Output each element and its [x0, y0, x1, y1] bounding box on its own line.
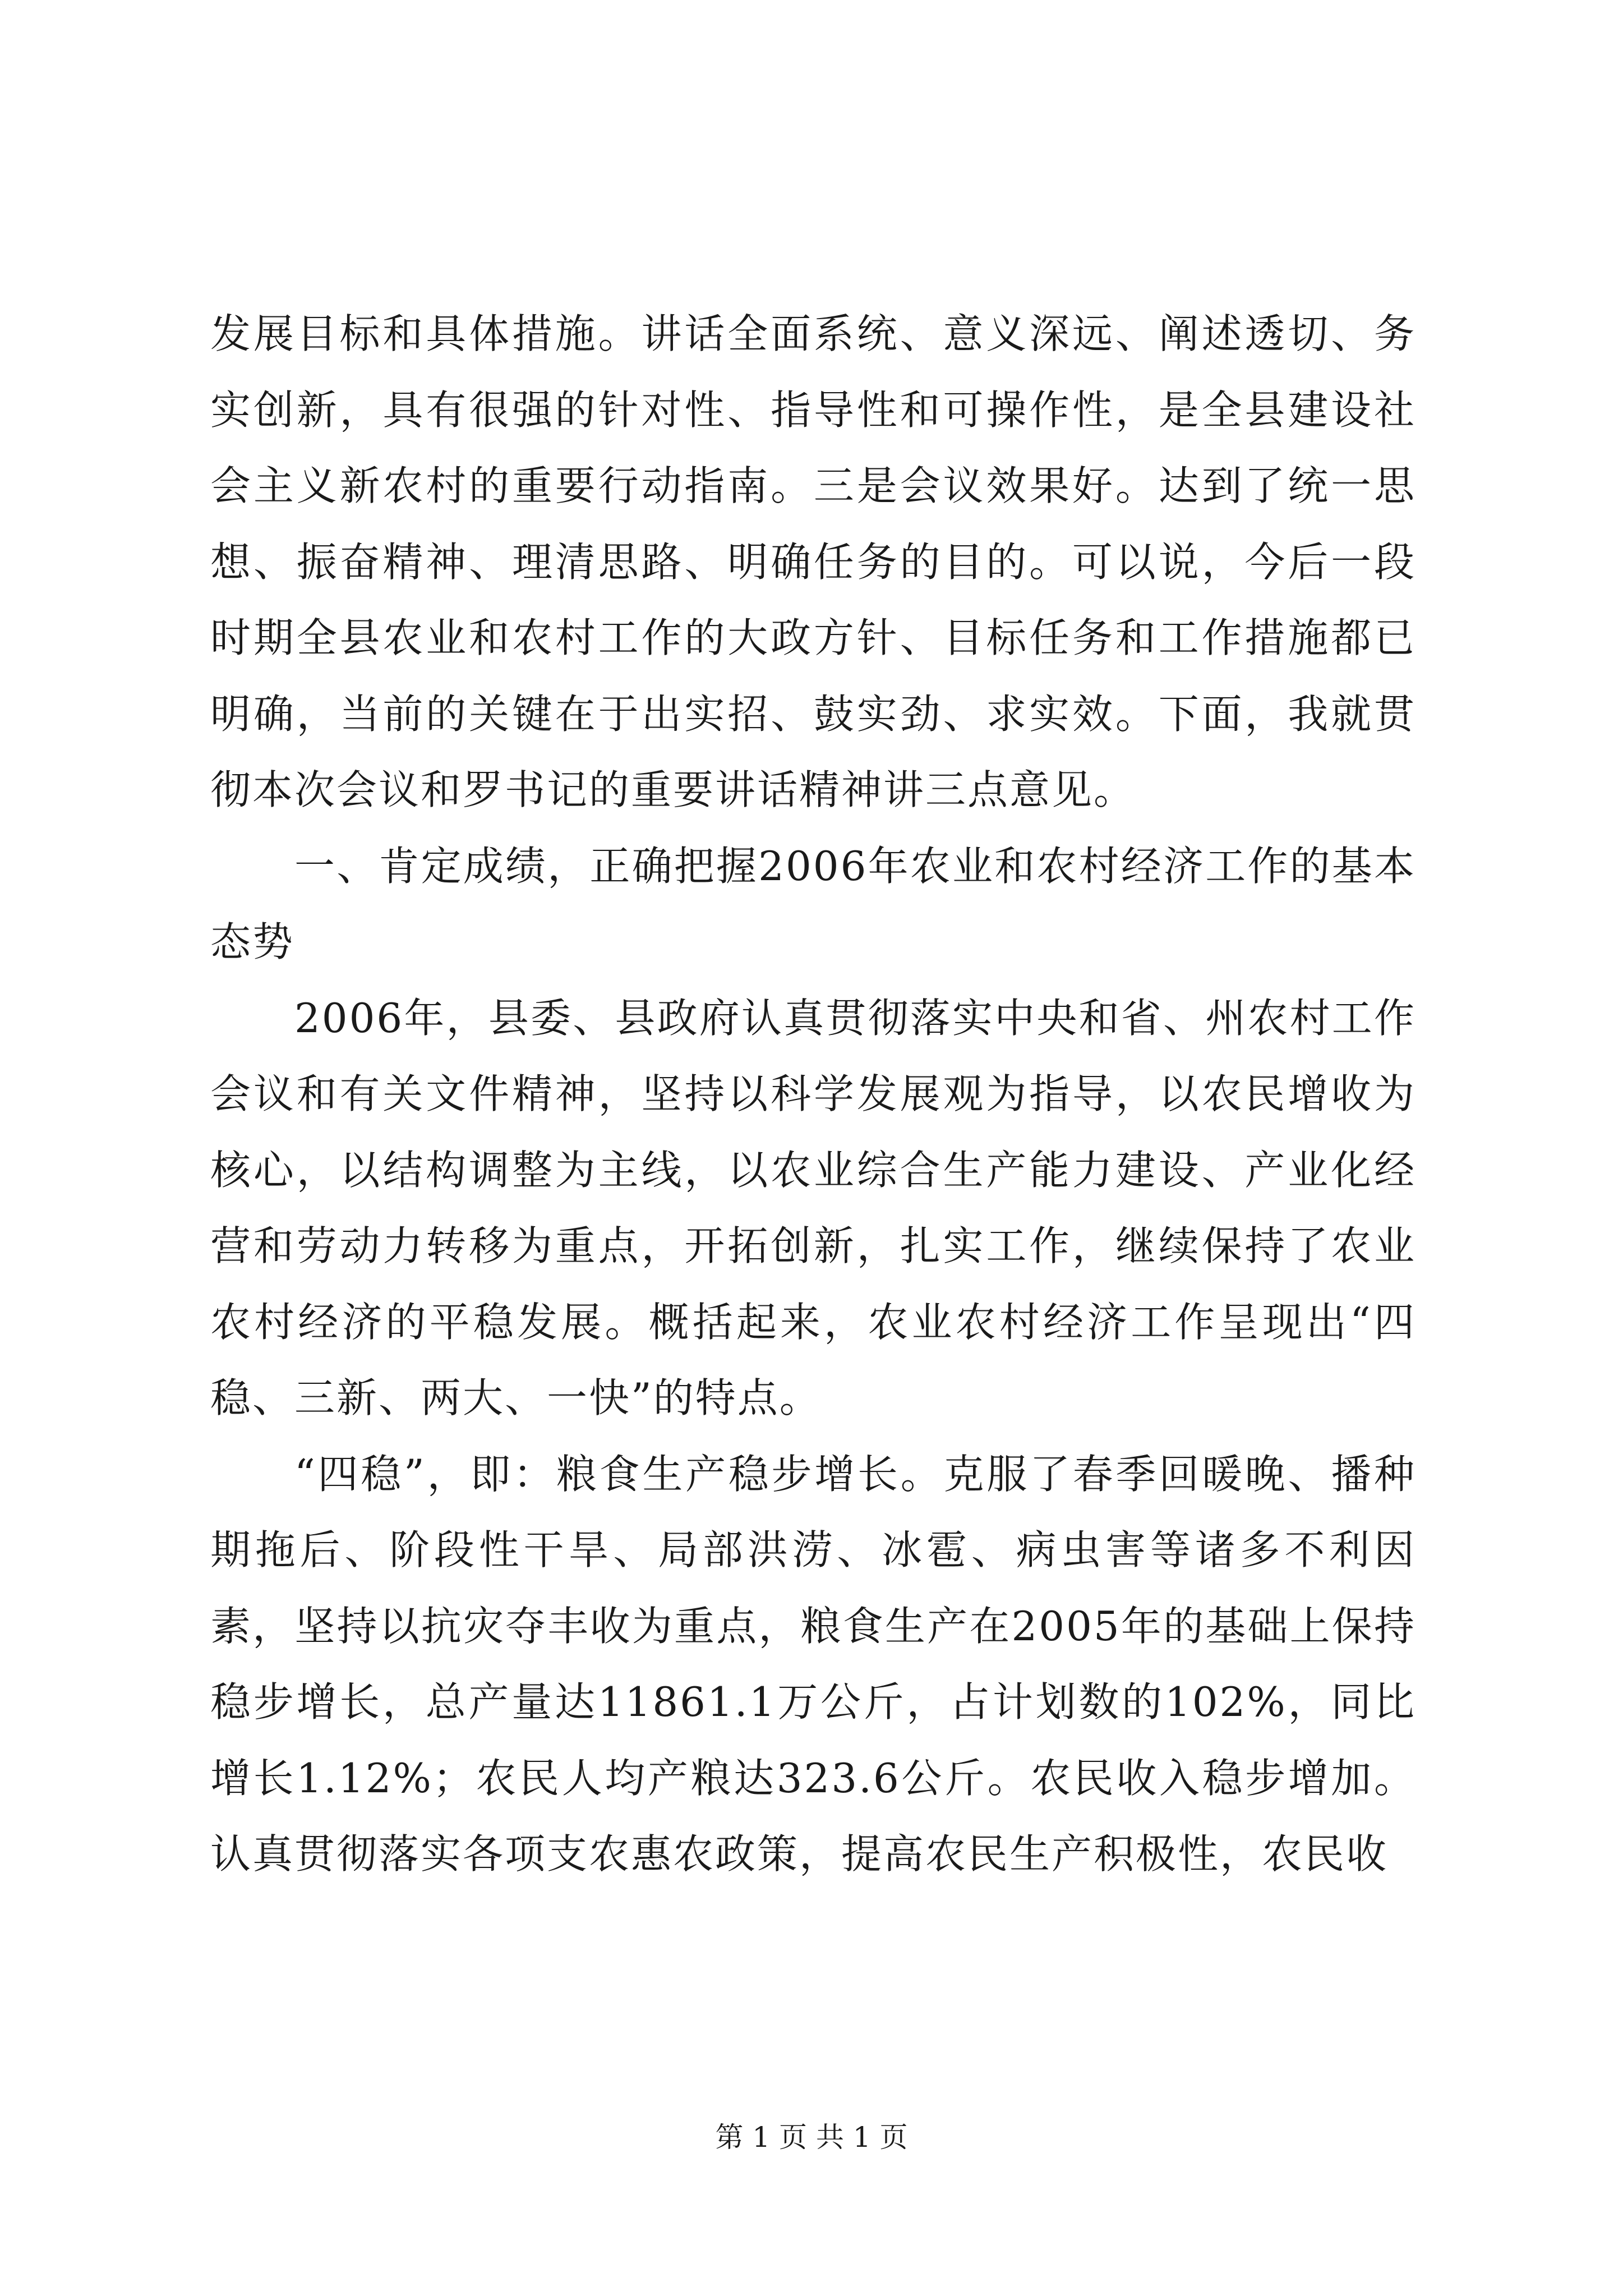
paragraph-continuation: 发展目标和具体措施。讲话全面系统、意义深远、阐述透切、务实创新，具有很强的针对性、指导性和可操作性，是全县建设社会主义新农村的重要行动指南。三是会议效果好。达到了统一思想、振奋精神、理清思路、明确任务的目的。可以说，今后一段时期全县农业和农村工作的大政方针、目标任务和工作措施都已明确，当前的关键在于出实招、鼓实劲、求实效。下面，我就贯彻本次会议和罗书记的重要讲话精神讲三点意见。	[210, 310, 1416, 813]
paragraph-2006-summary: 2006年，县委、县政府认真贯彻落实中央和省、州农村工作会议和有关文件精神，坚持以科学发展观为指导，以农民增收为核心，以结构调整为主线，以农业综合生产能力建设、产业化经营和劳动力转移为重点，开拓创新，扎实工作，继续保持了农业农村经济的平稳发展。概括起来，农业农村经济工作呈现出“四稳、三新、两大、一快”的特点。	[210, 994, 1416, 1421]
section-heading-one: 一、肯定成绩，正确把握2006年农业和农村经济工作的基本态势	[210, 842, 1416, 965]
page-footer: 第 1 页 共 1 页	[715, 2121, 908, 2154]
paragraph-four-stable: “四稳”，即：粮食生产稳步增长。克服了春季回暖晚、播种期拖后、阶段性干旱、局部洪涝、冰雹、病虫害等诸多不利因素，坚持以抗灾夺丰收为重点，粮食生产在2005年的基础上保持稳步增长，总产量达11861.1万公斤，占计划数的102%，同比增长1.12%；农民人均产粮达323.6公斤。农民收入稳步增加。认真贯彻落实各项支农惠农政策，提高农民生产积极性，农民收	[210, 1450, 1416, 1878]
document-body	[210, 296, 1416, 1893]
